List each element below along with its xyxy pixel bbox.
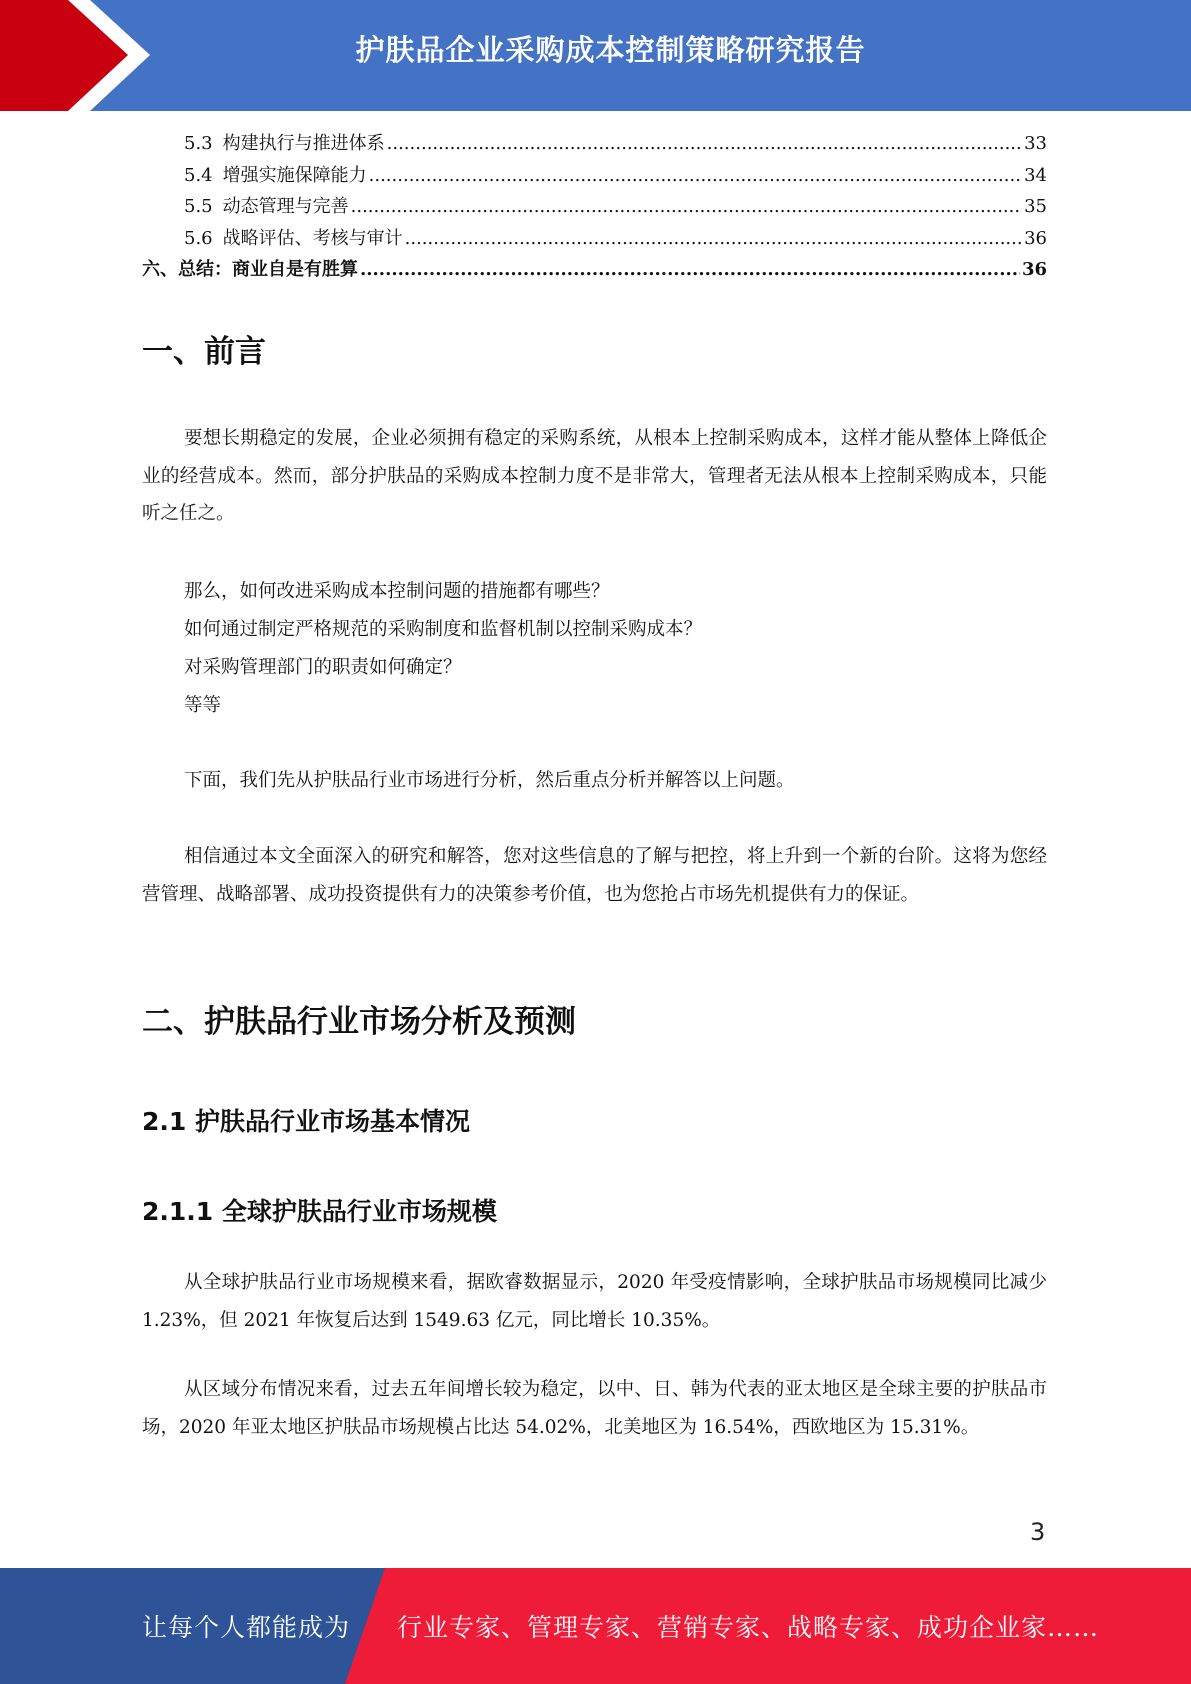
toc-item-page: 33	[1024, 133, 1047, 154]
paragraph: 从区域分布情况来看，过去五年间增长较为稳定，以中、日、韩为代表的亚太地区是全球主要的护肤品市场，2020 年亚太地区护肤品市场规模占比达 54.02%，北美地区为 16.54%，西欧地区为 15.31%。	[142, 1379, 1047, 1438]
subsection-heading: 2.1.1 全球护肤品行业市场规模	[142, 1197, 497, 1226]
paragraph: 从全球护肤品行业市场规模来看，据欧睿数据显示，2020 年受疫情影响，全球护肤品市场规模同比减少 1.23%，但 2021 年恢复后达到 1549.63 亿元，同比增长 10.35%。	[142, 1272, 1047, 1331]
paragraph: 要想长期稳定的发展，企业必须拥有稳定的采购系统，从根本上控制采购成本，这样才能从整体上降低企业的经营成本。然而，部分护肤品的采购成本控制力度不是非常大，管理者无法从根本上控制采购成本，只能听之任之。	[142, 428, 1047, 524]
toc-item[interactable]	[142, 223, 1047, 255]
toc-item-number: 5.6	[184, 227, 213, 249]
page-footer	[0, 1568, 1191, 1684]
toc-item[interactable]	[142, 128, 1047, 160]
paragraph: 下面，我们先从护肤品行业市场进行分析，然后重点分析并解答以上问题。	[184, 770, 795, 791]
section-heading: 二、护肤品行业市场分析及预测	[142, 1004, 576, 1040]
question-item: 如何通过制定严格规范的采购制度和监督机制以控制采购成本？	[184, 619, 703, 640]
footer-slogan-left: 让每个人都能成为	[142, 1613, 351, 1642]
table-of-contents	[142, 128, 1047, 286]
toc-item-label: 增强实施保障能力	[222, 164, 367, 186]
toc-item-major[interactable]	[142, 254, 1047, 286]
toc-item-page: 36	[1021, 259, 1047, 280]
toc-item-label: 六、总结：商业自是有胜算	[142, 259, 358, 280]
toc-item-page: 34	[1024, 164, 1047, 186]
toc-item-number: 5.4	[184, 164, 213, 186]
question-item: 对采购管理部门的职责如何确定？	[184, 657, 462, 678]
toc-item-page: 36	[1024, 227, 1047, 249]
question-item: 那么，如何改进采购成本控制问题的措施都有哪些？	[184, 581, 610, 602]
toc-item-label: 动态管理与完善	[222, 196, 349, 217]
toc-item-label: 构建执行与推进体系	[222, 133, 385, 154]
toc-item-page: 35	[1024, 196, 1047, 217]
footer-slogan-right: 行业专家、管理专家、营销专家、战略专家、成功企业家……	[397, 1613, 1100, 1642]
toc-leader-dots	[360, 254, 1020, 286]
report-title: 护肤品企业采购成本控制策略研究报告	[355, 33, 866, 67]
toc-item-number: 5.3	[184, 133, 213, 154]
page-number: 3	[1030, 1518, 1046, 1546]
paragraph: 相信通过本文全面深入的研究和解答，您对这些信息的了解与把控，将上升到一个新的台阶。这将为您经营管理、战略部署、成功投资提供有力的决策参考价值，也为您抢占市场先机提供有力的保证。	[142, 846, 1047, 905]
toc-item[interactable]	[142, 191, 1047, 223]
section-heading: 一、前言	[142, 334, 266, 370]
toc-item[interactable]	[142, 160, 1047, 192]
subsection-heading: 2.1 护肤品行业市场基本情况	[142, 1107, 470, 1136]
question-item: 等等	[184, 695, 222, 716]
toc-leader-dots	[369, 160, 1022, 192]
toc-leader-dots	[405, 223, 1022, 255]
page-header	[0, 0, 1191, 111]
toc-item-label: 战略评估、考核与审计	[222, 227, 403, 249]
question-list	[184, 573, 702, 725]
toc-item-number: 5.5	[184, 196, 213, 217]
toc-leader-dots	[387, 128, 1022, 160]
toc-leader-dots	[351, 191, 1022, 223]
